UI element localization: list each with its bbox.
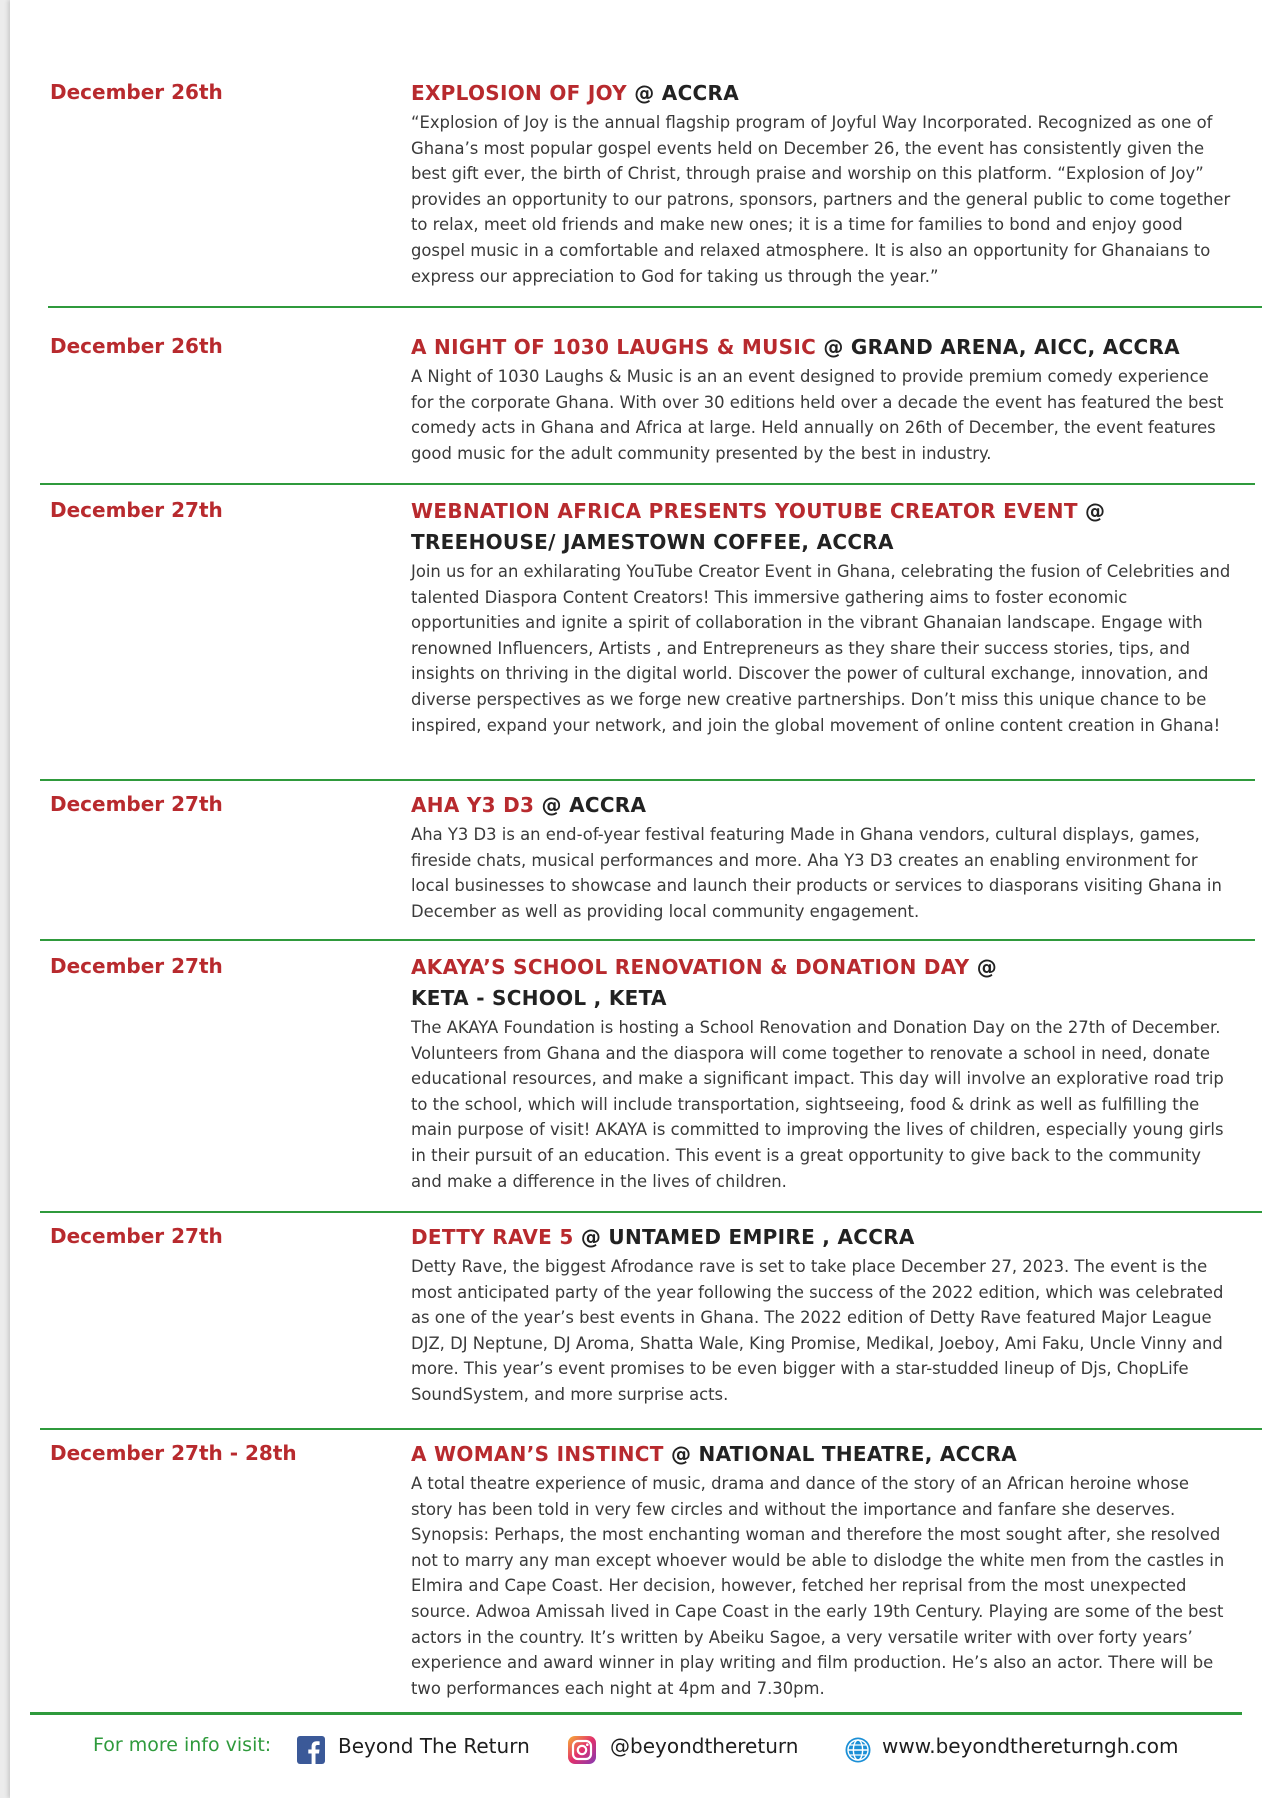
event-description: A Night of 1030 Laughs & Music is an an event designed to provide premium comedy experience for the corporate Ghana. With over 30 editions held over a decade the event has featured the best comedy acts in Ghana and Africa at large. Held annually on 26th of December, the event features good music for the adult community presented by the best in industry.	[411, 367, 1224, 463]
event-name: A NIGHT OF 1030 LAUGHS & MUSIC	[411, 335, 817, 359]
event-content	[411, 332, 1233, 466]
instagram-icon	[568, 1736, 596, 1764]
footer-divider	[30, 1712, 1242, 1715]
event-venue: @ ACCRA	[534, 793, 647, 817]
event-date: December 27th	[50, 954, 223, 978]
event-title	[411, 332, 1233, 363]
footer-label: For more info visit:	[93, 1734, 272, 1756]
section-divider	[40, 1428, 1262, 1430]
event-content	[411, 1439, 1233, 1701]
event-venue: @ KETA - SCHOOL , KETA	[411, 955, 998, 1010]
facebook-link[interactable]: Beyond The Return	[338, 1734, 530, 1758]
event-title	[411, 496, 1111, 558]
event-venue: @ UNTAMED EMPIRE , ACCRA	[573, 1225, 915, 1249]
event-description: Aha Y3 D3 is an end-of-year festival featuring Made in Ghana vendors, cultural displays, games, fireside chats, musical performances and more. Aha Y3 D3 creates an enabling environment for local businesses to showcase and launch their products or services to diasporans visiting Ghana in December as well as providing local community engagement.	[411, 825, 1222, 921]
event-content	[411, 496, 1233, 738]
section-divider	[40, 939, 1255, 941]
facebook-icon	[297, 1736, 325, 1764]
event-venue: @ ACCRA	[626, 81, 740, 105]
event-description: “Explosion of Joy is the annual flagship program of Joyful Way Incorporated. Recognized as one of Ghana’s most popular gospel events held on December 26, the event has consistently given the best gift ever, the birth of Christ, through praise and worship on this platform. “Explosion of Joy” provides an opportunity to our patrons, sponsors, partners and the general public to come together to relax, meet old friends and make new ones; it is a time for families to bond and enjoy good gospel music in a comfortable and relaxed atmosphere. It is also an opportunity for Ghanaians to express our appreciation to God for taking us through the year.”	[411, 113, 1231, 286]
event-description: The AKAYA Foundation is hosting a School Renovation and Donation Day on the 27th of December. Volunteers from Ghana and the diaspora will come together to renovate a school in need, donate educational resources, and make a significant impact. This day will involve an explorative road trip to the school, which will include transportation, sightseeing, food & drink as well as fulfilling the main purpose of visit! AKAYA is committed to improving the lives of children, especially young girls in their pursuit of an education. This event is a great opportunity to give back to the community and make a difference in the lives of children.	[411, 1018, 1224, 1191]
event-name: A WOMAN’S INSTINCT	[411, 1442, 664, 1466]
event-name: WEBNATION AFRICA PRESENTS YOUTUBE CREATOR EVENT	[411, 499, 1078, 523]
event-date: December 27th	[50, 498, 223, 522]
event-date: December 26th	[50, 80, 223, 104]
event-venue: @ TREEHOUSE/ JAMESTOWN COFFEE, ACCRA	[411, 499, 1106, 554]
event-description: Detty Rave, the biggest Afrodance rave is set to take place December 27, 2023. The event is the most anticipated party of the year following the success of the 2022 edition, which was celebrated as one of the year’s best events in Ghana. The 2022 edition of Detty Rave featured Major League DJZ, DJ Neptune, DJ Aroma, Shatta Wale, King Promise, Medikal, Joeboy, Ami Faku, Uncle Vinny and more. This year’s event promises to be even bigger with a star-studded lineup of Djs, ChopLife SoundSystem, and more surprise acts.	[411, 1257, 1224, 1404]
footer	[10, 1722, 1272, 1770]
event-title	[411, 1222, 1233, 1253]
section-divider	[48, 306, 1262, 308]
website-link[interactable]: www.beyondthereturngh.com	[882, 1734, 1179, 1758]
event-content	[411, 78, 1233, 289]
event-name: DETTY RAVE 5	[411, 1225, 574, 1249]
event-title	[411, 1439, 1233, 1470]
event-title	[411, 952, 1051, 1014]
event-venue: @ GRAND ARENA, AICC, ACCRA	[816, 335, 1180, 359]
event-description: A total theatre experience of music, drama and dance of the story of an African heroine whose story has been told in very few circles and without the importance and fanfare she deserves. Synopsis: Perhaps, the most enchanting woman and therefore the most sought after, she resolved not to marry any man except whoever would be able to dislodge the white men from the castles in Elmira and Cape Coast. Her decision, however, fetched her reprisal from the most unexpected source. Adwoa Amissah lived in Cape Coast in the early 19th Century. Playing are some of the best actors in the country. It’s written by Abeiku Sagoe, a very versatile writer with over forty years’ experience and award winner in play writing and film production. He’s also an actor. There will be two performances each night at 4pm and 7.30pm.	[411, 1474, 1225, 1698]
event-content	[411, 952, 1233, 1194]
event-name: AKAYA’S SCHOOL RENOVATION & DONATION DAY	[411, 955, 970, 979]
event-title	[411, 78, 1233, 109]
section-divider	[40, 779, 1255, 781]
event-date: December 27th	[50, 1224, 223, 1248]
event-date: December 27th - 28th	[50, 1441, 297, 1465]
event-content	[411, 790, 1233, 924]
event-date: December 26th	[50, 334, 223, 358]
event-date: December 27th	[50, 792, 223, 816]
event-description: Join us for an exhilarating YouTube Creator Event in Ghana, celebrating the fusion of Celebrities and talented Diaspora Content Creators! This immersive gathering aims to foster economic opportunities and ignite a spirit of collaboration in the vibrant Ghanaian landscape. Engage with renowned Influencers, Artists , and Entrepreneurs as they share their success stories, tips, and insights on thriving in the digital world. Discover the power of cultural exchange, innovation, and diverse perspectives as we forge new creative partnerships. Don’t miss this unique chance to be inspired, expand your network, and join the global movement of online content creation in Ghana!	[411, 562, 1231, 735]
event-title	[411, 790, 1233, 821]
instagram-link[interactable]: @beyondthereturn	[610, 1734, 799, 1758]
events-page	[10, 0, 1272, 1798]
section-divider	[40, 483, 1255, 485]
section-divider	[40, 1211, 1262, 1213]
event-venue: @ NATIONAL THEATRE, ACCRA	[663, 1442, 1018, 1466]
event-name: EXPLOSION OF JOY	[411, 81, 627, 105]
event-name: AHA Y3 D3	[411, 793, 535, 817]
event-content	[411, 1222, 1233, 1408]
globe-icon	[844, 1736, 872, 1764]
